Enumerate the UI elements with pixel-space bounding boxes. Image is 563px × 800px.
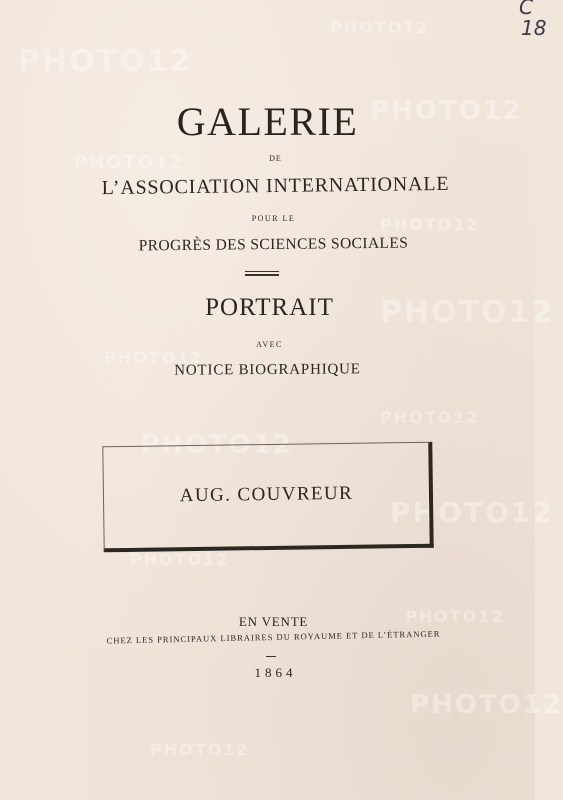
watermark: PHOTO12 — [380, 295, 555, 330]
imprint-booksellers: CHEZ LES PRINCIPAUX LIBRAIRES DU ROYAUME ET DE L’ÉTRANGER — [106, 628, 441, 646]
handwritten-shelfmark-line2: 18 — [521, 16, 547, 40]
handwritten-shelfmark-line1: C — [519, 0, 533, 19]
watermark: PHOTO12 — [150, 740, 250, 759]
title-association: L’ASSOCIATION INTERNATIONALE — [101, 172, 450, 200]
heading-avec: AVEC — [256, 340, 283, 349]
title-de: DE — [269, 154, 282, 163]
watermark: PHOTO12 — [18, 44, 193, 79]
heading-notice: NOTICE BIOGRAPHIQUE — [174, 361, 361, 379]
watermark: PHOTO12 — [410, 690, 563, 720]
imprint-en-vente: EN VENTE — [238, 614, 309, 629]
watermark: PHOTO12 — [380, 408, 480, 427]
heading-portrait: PORTRAIT — [205, 294, 334, 321]
watermark: PHOTO12 — [330, 18, 430, 37]
ornamental-divider — [245, 271, 279, 276]
watermark: PHOTO12 — [370, 96, 523, 126]
name-frame — [102, 442, 433, 553]
subject-name: AUG. COUVREUR — [179, 482, 354, 507]
title-galerie: GALERIE — [176, 99, 359, 144]
imprint-rule — [266, 656, 276, 657]
title-pour-le: POUR LE — [251, 214, 296, 223]
watermark: PHOTO12 — [74, 152, 185, 173]
watermark: PHOTO12 — [104, 348, 204, 367]
handwritten-shelfmark — [511, 0, 547, 40]
imprint-year: 1864 — [254, 665, 297, 680]
title-progres: PROGRÈS DES SCIENCES SOCIALES — [138, 234, 409, 255]
watermark: PHOTO12 — [405, 607, 505, 626]
watermark: PHOTO12 — [140, 430, 293, 460]
watermark: PHOTO12 — [380, 215, 480, 234]
watermark: PHOTO12 — [390, 496, 554, 529]
watermark: PHOTO12 — [130, 550, 230, 569]
